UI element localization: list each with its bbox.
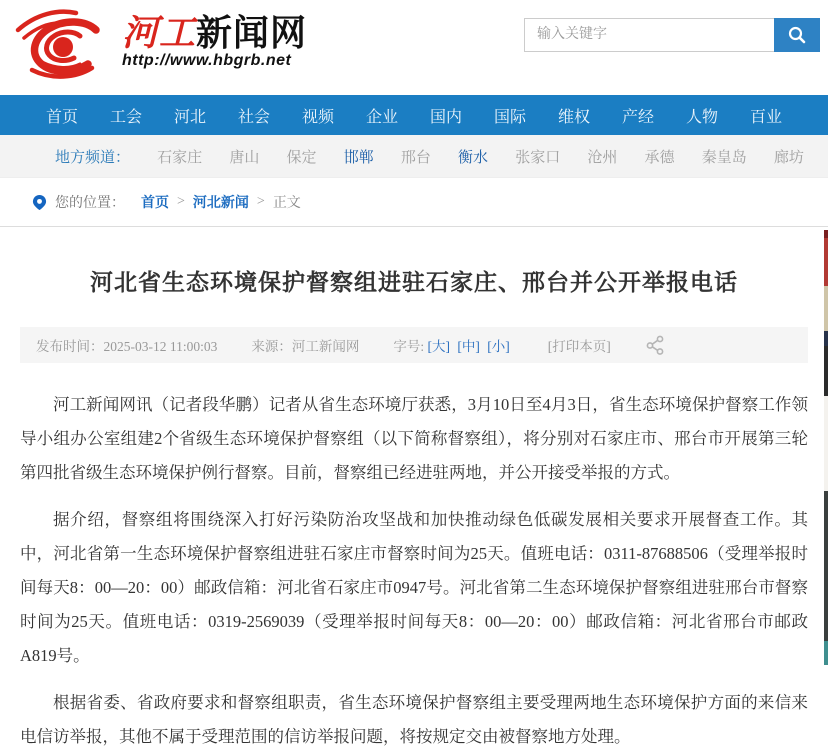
breadcrumb-separator: > [177,194,185,209]
content-divider [0,226,828,227]
subnav-item-cangzhou[interactable]: 沧州 [587,149,618,166]
subnav-item-baoding[interactable]: 保定 [286,149,317,166]
font-size-medium-button[interactable]: [中] [457,339,480,354]
site-name-black: 新闻网 [196,13,308,53]
article-source: 来源：河工新闻网 [251,339,360,354]
site-header [0,0,828,95]
local-channels-nav [0,135,828,178]
breadcrumb [0,178,828,226]
subnav-item-langfang[interactable]: 廊坊 [773,149,804,166]
breadcrumb-home-link[interactable]: 首页 [141,196,169,211]
subnav-item-hengshui[interactable]: 衡水 [458,149,489,166]
nav-item-rights[interactable]: 维权 [557,108,590,126]
font-size-controls [393,335,513,355]
nav-item-video[interactable]: 视频 [301,108,334,126]
article-title: 河北省生态环境保护督察组进驻石家庄、邢台并公开举报电话 [90,270,738,295]
font-size-large-button[interactable]: [大] [427,339,451,354]
print-page-button[interactable]: [打印本页] [547,339,611,354]
publish-time: 发布时间：2025-03-12 11:00:03 [36,339,218,354]
nav-item-society[interactable]: 社会 [237,108,270,126]
nav-item-industries[interactable]: 百业 [749,108,782,126]
subnav-item-chengde[interactable]: 承德 [644,149,675,166]
site-name [122,14,307,52]
nav-item-hebei[interactable]: 河北 [173,108,206,126]
site-url-text: http://www.hbgrb.net [122,52,292,69]
share-icon[interactable] [645,335,665,355]
article-meta-bar [20,327,808,363]
article [0,264,828,754]
search-button[interactable] [774,18,820,52]
breadcrumb-separator: > [256,194,265,209]
site-logo[interactable] [14,6,307,78]
nav-item-home[interactable]: 首页 [45,108,78,126]
search-input[interactable] [524,18,774,52]
location-pin-icon [32,195,47,210]
site-name-red: 河工 [122,13,197,53]
logo-eye-swirl-icon [14,6,116,78]
article-paragraph: 河工新闻网讯（记者段华鹏）记者从省生态环境厅获悉，3月10日至4月3日，省生态环境保护督察工作领导小组办公室组建2个省级生态环境保护督察组（以下简称督察组），将分别对石家庄市、邢台市开展第三轮第四批省级生态环境保护例行督察。目前，督察组已经进驻两地，并公开接受举报的方式。 [20,395,808,482]
breadcrumb-current: 正文 [272,196,301,211]
subnav-item-zhangjiakou[interactable]: 张家口 [515,149,561,166]
search-icon [787,25,807,45]
subnav-item-tangshan[interactable]: 唐山 [229,149,260,166]
nav-item-international[interactable]: 国际 [493,108,526,126]
font-size-small-button[interactable]: [小] [487,339,510,354]
subnav-item-xingtai[interactable]: 邢台 [400,149,431,166]
subnav-item-handan[interactable]: 邯郸 [343,149,374,166]
article-body [20,388,808,754]
breadcrumb-section-link[interactable]: 河北新闻 [192,196,249,211]
nav-item-people[interactable]: 人物 [685,108,718,126]
logo-text [122,6,307,70]
font-size-label: 字号: [393,339,425,354]
nav-item-economy[interactable]: 产经 [621,108,654,126]
nav-item-union[interactable]: 工会 [109,108,142,126]
nav-item-enterprise[interactable]: 企业 [365,108,398,126]
subnav-item-shijiazhuang[interactable]: 石家庄 [157,149,203,166]
article-paragraph: 根据省委、省政府要求和督察组职责，省生态环境保护督察组主要受理两地生态环境保护方面的来信来电信访举报，其他不属于受理范围的信访举报问题，将按规定交由被督察地方处理。 [20,693,808,746]
main-nav [0,95,828,135]
cropped-edge-strip [824,230,828,665]
local-channels-label: 地方频道： [55,149,131,166]
nav-item-domestic[interactable]: 国内 [429,108,462,126]
article-paragraph: 据介绍，督察组将围绕深入打好污染防治攻坚战和加快推动绿色低碳发展相关要求开展督查工作。其中，河北省第一生态环境保护督察组进驻石家庄市督察时间为25天。值班电话：0311-87688506（受理举报时间每天8：00—20：00）邮政信箱：河北省石家庄市0947号。河北省第二生态环境保护督察组进驻邢台市督察时间为25天。值班电话：0319-2569039（受理举报时间每天8：00—20：00）邮政信箱：河北省邢台市邮政A819号。 [20,510,808,665]
subnav-item-qinhuangdao[interactable]: 秦皇岛 [701,149,747,166]
breadcrumb-prefix: 您的位置： [55,196,125,211]
search-bar [524,18,820,52]
